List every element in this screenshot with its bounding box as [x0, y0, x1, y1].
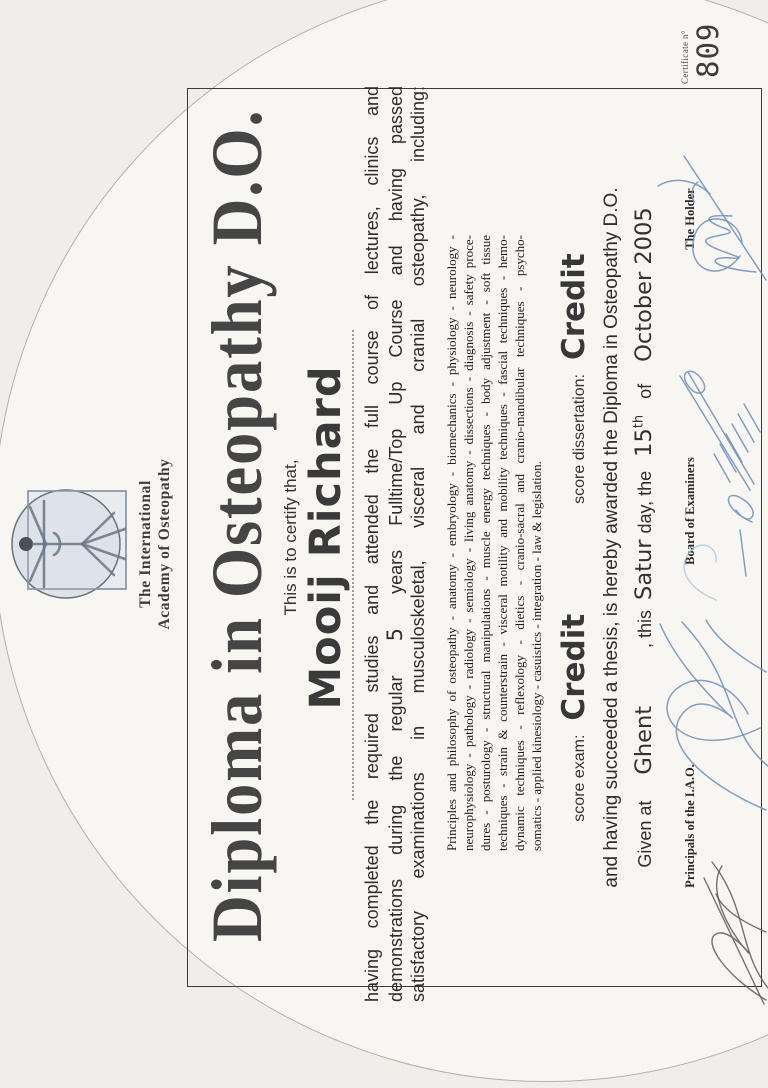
score-dissertation-label: score dissertation: [571, 374, 588, 504]
issue-line [631, 88, 657, 987]
academy-name-line2: Academy of Osteopathy [156, 458, 173, 630]
certify-line: This is to certify that, [281, 459, 300, 616]
certificate-number-label: Certificate n° [680, 30, 690, 84]
recipient-name: Mooij Richard [301, 365, 351, 710]
day-the-label: day, the [635, 470, 655, 534]
body-line-2 [384, 86, 408, 1002]
certificate-number-value: 809 [691, 22, 725, 78]
this-label: , this [635, 609, 655, 648]
body-line-1: having completed the required studies and attended the full course of lectures, clinics and [362, 86, 382, 1002]
vitruvian-man-logo-icon [4, 477, 132, 611]
academy-name [136, 0, 174, 1088]
awarded-line: and having succeeded a thesis, is hereby awarded the Diploma in Osteopathy D.O. [601, 187, 622, 888]
holder-label: The Holder [683, 188, 697, 250]
subjects-line: dures - posturology - structural manipulations - muscle energy techniques - body adjustment - soft tissue [478, 235, 493, 851]
score-exam-value: Credit [556, 613, 592, 721]
subjects-line: somatics - applied kinesiology - casuistics - integration - law & legislation. [529, 461, 544, 851]
issue-date-number: 15 [631, 428, 657, 457]
issue-day-value: Satur [631, 539, 657, 600]
academy-logo-block [4, 0, 174, 1088]
of-label: of [635, 383, 655, 399]
scores-row [556, 88, 592, 987]
issue-month-year-value: October 2005 [631, 207, 657, 362]
subjects-line: neurophysiology - pathology - radiology - semiology - living anatomy - dissections - diagnosis - safety proce- [461, 235, 476, 851]
academy-name-line1: The International [137, 480, 154, 608]
principals-label: Principals of the I.A.O. [683, 764, 697, 888]
given-at-label: Given at [635, 800, 655, 868]
score-exam-label: score exam: [571, 734, 588, 822]
issue-place-value: Ghent [631, 705, 657, 775]
years-fill-value: 5 [382, 628, 407, 642]
issue-date-value [631, 415, 657, 457]
body-line-3: satisfactory examinations in musculoskeletal, visceral and cranial osteopathy, including: [408, 86, 428, 1002]
body-line-2-before: demonstrations during the regular [385, 675, 406, 1002]
subjects-list [443, 235, 545, 851]
subjects-line: techniques - strain & counterstrain - visceral motility and mobility techniques - fascial techniques - hemo- [495, 235, 510, 851]
issue-date-ordinal: th [631, 414, 647, 429]
diploma-title: Diploma in Osteopathy D.O. [197, 108, 277, 943]
body-line-2-after: years Fulltime/Top Up Course and having passed [385, 86, 406, 594]
recipient-underline [352, 330, 354, 800]
subjects-line: Principles and philosophy of osteopathy - anatomy - embryology - biomechanics - physiology - neurology - [444, 235, 459, 851]
subjects-line: dynamic techniques - reflexology - dietics - cranio-sacral and cranio-mandibular techniques - psycho- [512, 235, 527, 851]
board-of-examiners-label: Board of Examiners [683, 457, 697, 565]
score-dissertation-value: Credit [556, 253, 592, 361]
body-paragraph [361, 86, 430, 1002]
